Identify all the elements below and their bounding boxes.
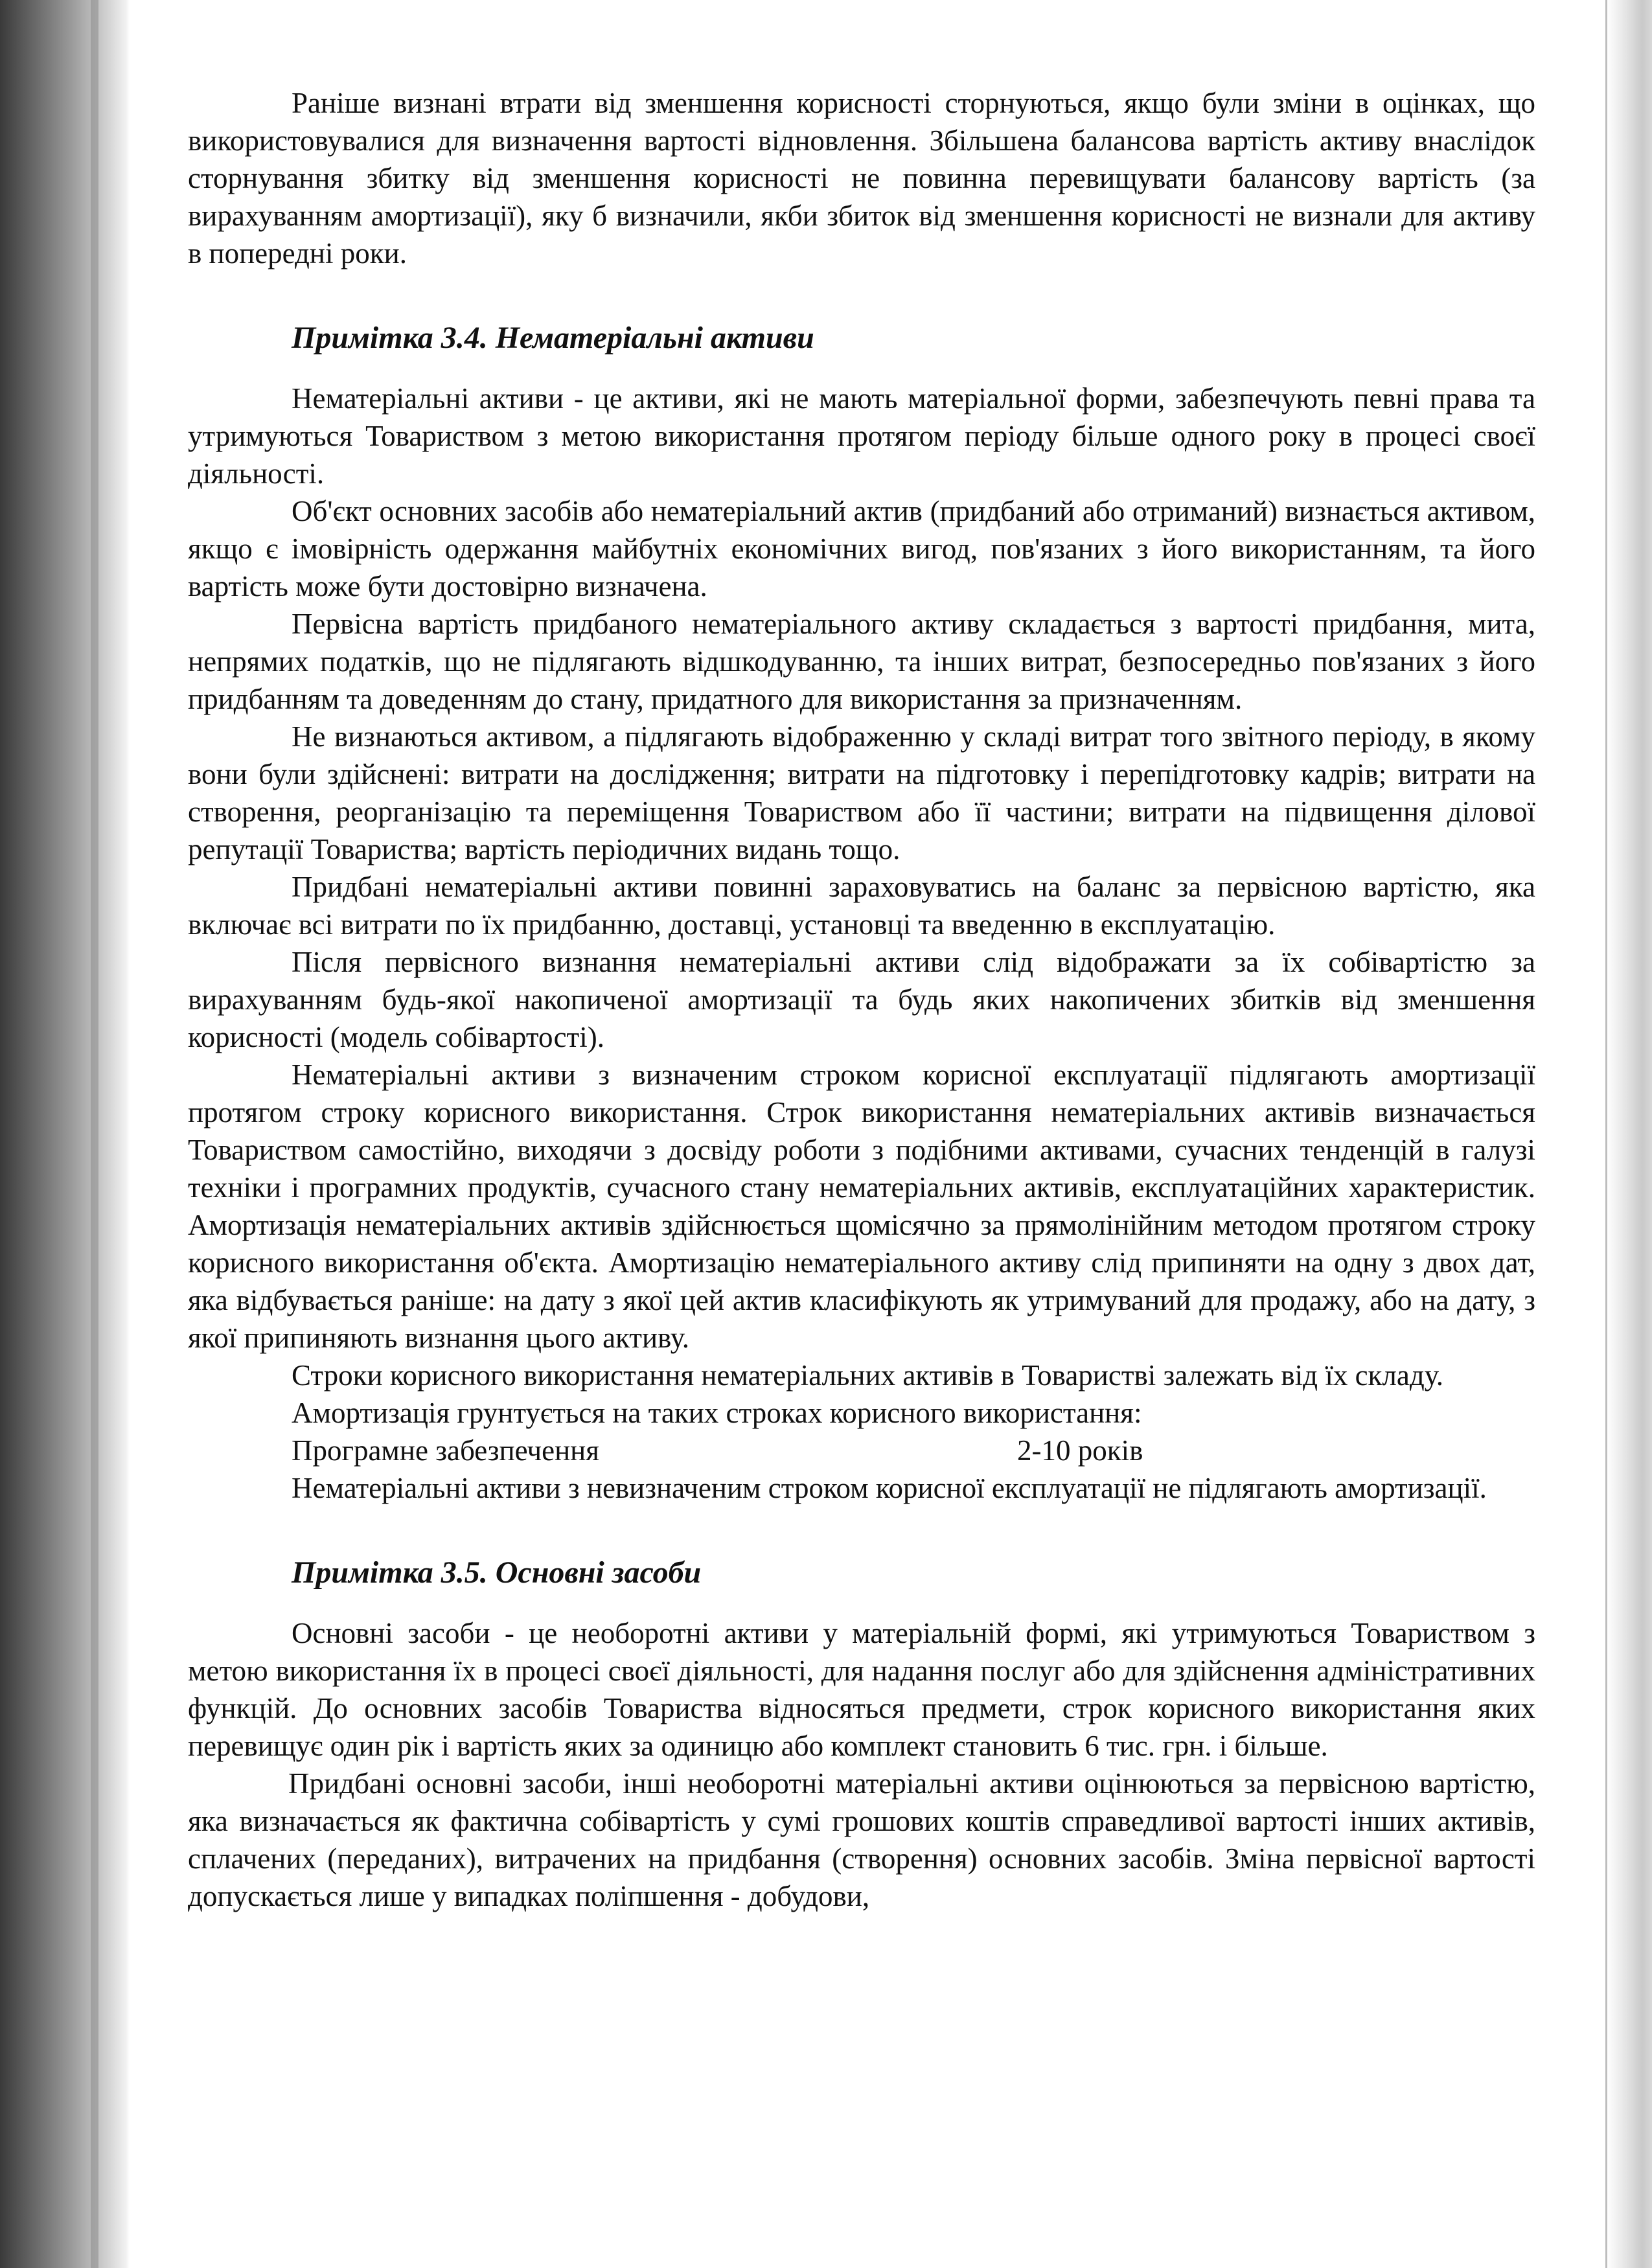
paragraph: Об'єкт основних засобів або нематеріальний актив (придбаний або отриманий) визнається активом, якщо є імовірність одержання майбутніх економічних вигод, пов'язаних з його використанням, та його вартість може бути достовірно визначена. [188,495,1535,602]
section-heading-3-4: Примітка 3.4. Нематеріальні активи [292,321,814,355]
document-page [188,84,1535,1915]
paragraph-impairment-reversal: Раніше визнані втрати від зменшення корисності сторнуються, якщо були зміни в оцінках, що використовувалися для визначення вартості відновлення. Збільшена балансова вартість активу внаслідок сторнування збитку від зменшення корисності не повинна перевищувати балансову вартість (за вирахуванням амортизації), яку б визначили, якби збиток від зменшення корисності не визнали для активу в попередні роки. [188,87,1535,269]
paragraph: Придбані основні засоби, інші необоротні матеріальні активи оцінюються за первісною вартістю, яка визначається як фактична собівартість у сумі грошових коштів справедливої вартості інших активів, сплачених (переданих), витрачених на придбання (створення) основних засобів. Зміна первісної вартості допускається лише у випадках поліпшення - добудови, [188,1767,1535,1912]
paragraph: Нематеріальні активи з визначеним строком корисної експлуатації підлягають амортизації протягом строку корисного використання. Строк використання нематеріальних активів визначається Товариством самостійно, виходячи з досвіду роботи з подібними активами, сучасних тенденцій в галузі техніки і програмних продуктів, сучасного стану нематеріальних активів, експлуатаційних характеристик. Амортизація нематеріальних активів здійснюється щомісячно за прямолінійним методом протягом строку корисного використання об'єкта. Амортизацію нематеріального активу слід припиняти на одну з двох дат, яка відбувається раніше: на дату з якої цей актив класифікують як утримуваний для продажу, або на дату, з якої припиняють визнання цього активу. [188,1059,1535,1354]
paragraph: Не визнаються активом, а підлягають відображенню у складі витрат того звітного періоду, в якому вони були здійснені: витрати на дослідження; витрати на підготовку і перепідготовку кадрів; витрати на створення, реорганізацію та переміщення Товариством або її частини; витрати на підвищення ділової репутації Товариства; вартість періодичних видань тощо. [188,720,1535,865]
paragraph: Після первісного визнання нематеріальні активи слід відображати за їх собівартістю за вирахуванням будь-якої накопиченої амортизації та будь яких накопичених збитків від зменшення корисності (модель собівартості). [188,946,1535,1053]
paragraph: Амортизація грунтується на таких строках корисного використання: [292,1397,1142,1429]
scan-shadow-left [0,0,130,2268]
scan-shadow-right [1607,0,1652,2268]
scan-edge-right [1605,0,1607,2268]
paragraph: Нематеріальні активи - це активи, які не мають матеріальної форми, забезпечують певні права та утримуються Товариством з метою використання протягом періоду більше одного року в процесі своєї діяльності. [188,382,1535,490]
useful-life-value: 2-10 років [1017,1434,1143,1467]
paragraph: Первісна вартість придбаного нематеріального активу складається з вартості придбання, мита, непрямих податків, що не підлягають відшкодуванню, та інших витрат, безпосередньо пов'язаних з його придбанням та доведенням до стану, придатного для використання за призначенням. [188,608,1535,715]
useful-life-row [188,1432,1535,1469]
paragraph: Строки корисного використання нематеріальних активів в Товаристві залежать від їх складу. [292,1359,1443,1392]
paragraph-indefinite-life: Нематеріальні активи з невизначеним строком корисної експлуатації не підлягають амортизації. [292,1472,1487,1504]
section-heading-3-5: Примітка 3.5. Основні засоби [292,1555,702,1590]
useful-life-label: Програмне забезпечення [292,1434,599,1467]
scan-edge-left [91,0,98,2268]
paragraph: Основні засоби - це необоротні активи у матеріальній формі, які утримуються Товариством з метою використання їх в процесі своєї діяльності, для надання послуг або для здійснення адміністративних функцій. До основних засобів Товариства відносяться предмети, строк корисного використання яких перевищує один рік і вартість яких за одиницю або комплект становить 6 тис. грн. і більше. [188,1617,1535,1762]
paragraph: Придбані нематеріальні активи повинні зараховуватись на баланс за первісною вартістю, яка включає всі витрати по їх придбанню, доставці, установці та введенню в експлуатацію. [188,871,1535,941]
